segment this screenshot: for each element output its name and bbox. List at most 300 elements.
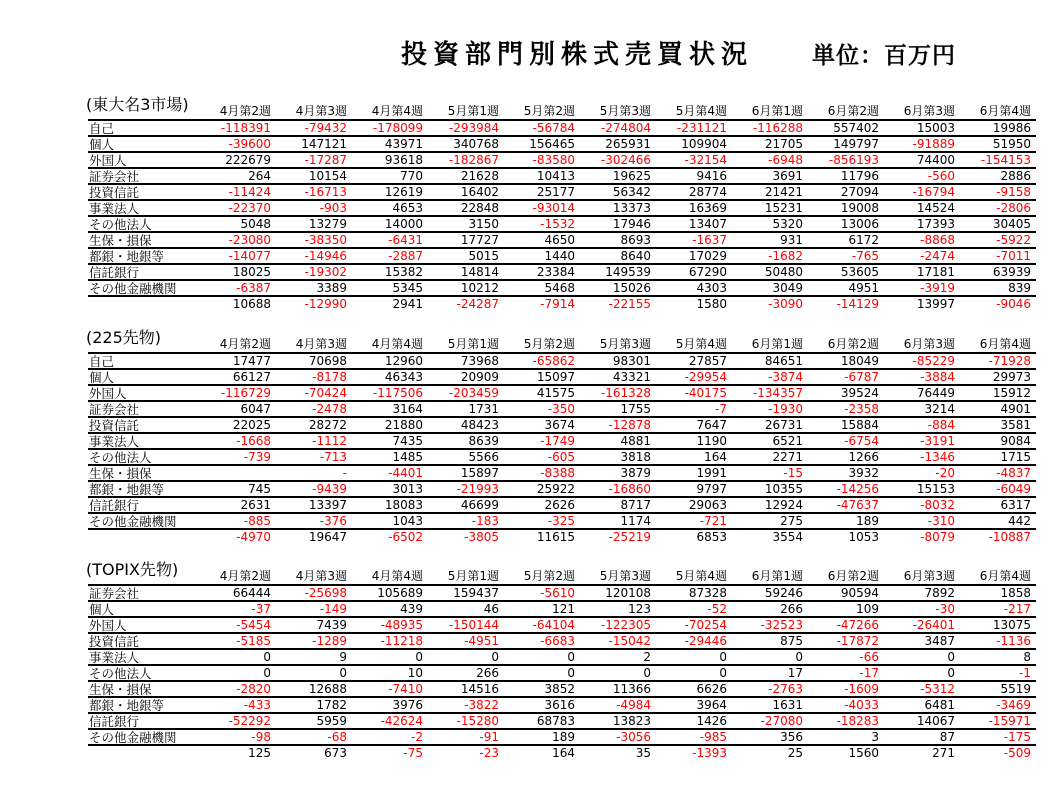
value-cell: -25219 (608, 529, 651, 544)
value-cell: -20 (935, 465, 955, 480)
value-cell: 1580 (696, 296, 727, 311)
value-cell: -15042 (608, 633, 651, 648)
value-cell: 4303 (696, 280, 727, 295)
value-cell: -274804 (600, 120, 651, 135)
value-cell: -350 (547, 401, 575, 416)
value-cell: -15 (783, 465, 803, 480)
value-cell: -3056 (616, 729, 651, 744)
value-cell: 10355 (764, 481, 803, 496)
value-cell: 0 (947, 665, 955, 680)
value-cell: 10413 (536, 168, 575, 183)
page-title: 投資部門別株式売買状況 (401, 40, 754, 70)
value-cell: -903 (319, 200, 347, 215)
value-cell: 931 (780, 232, 803, 247)
value-cell: 1190 (696, 433, 727, 448)
value-cell: 6047 (240, 401, 271, 416)
week-header: 5月第2週 (523, 336, 575, 351)
value-cell: 3976 (392, 697, 423, 712)
table-row (88, 465, 1036, 481)
value-cell: 3389 (316, 280, 347, 295)
value-cell: 1631 (772, 697, 803, 712)
value-cell: 30405 (992, 216, 1031, 231)
value-cell: -71928 (988, 353, 1031, 368)
row-label: その他金融機関 (89, 729, 177, 745)
value-cell: -98 (251, 729, 271, 744)
row-label: 証券会社 (89, 585, 140, 601)
value-cell: -42624 (380, 713, 423, 728)
table-row (88, 481, 1036, 497)
value-cell: 3691 (772, 168, 803, 183)
value-cell: -3874 (768, 369, 803, 384)
value-cell: -9158 (996, 184, 1031, 199)
value-cell: 11366 (612, 681, 651, 696)
value-cell: -7410 (388, 681, 423, 696)
value-cell: -231121 (676, 120, 727, 135)
table-row (88, 665, 1036, 681)
value-cell: -14129 (836, 296, 879, 311)
value-cell: 6521 (772, 433, 803, 448)
value-cell: 17 (787, 665, 803, 680)
value-cell: 0 (567, 649, 575, 664)
value-cell: -10887 (988, 529, 1031, 544)
value-cell: -161328 (600, 385, 651, 400)
value-cell: 222679 (225, 152, 271, 167)
value-cell: 15231 (764, 200, 803, 215)
value-cell: 13006 (840, 216, 879, 231)
trading-table-topix-futures (88, 568, 1036, 760)
value-cell: 46343 (384, 369, 423, 384)
value-cell: 0 (263, 665, 271, 680)
value-cell: -302466 (600, 152, 651, 167)
value-cell: 39524 (840, 385, 879, 400)
table-row (88, 353, 1036, 369)
value-cell: 356 (780, 729, 803, 744)
value-cell: -1637 (692, 232, 727, 247)
value-cell: -5312 (920, 681, 955, 696)
value-cell: 0 (643, 665, 651, 680)
value-cell: -15971 (988, 713, 1031, 728)
value-cell: 164 (552, 745, 575, 760)
value-cell: 3013 (392, 481, 423, 496)
value-cell: -2806 (996, 200, 1031, 215)
week-header: 4月第2週 (219, 568, 271, 583)
value-cell: 2626 (544, 497, 575, 512)
week-header: 5月第1週 (447, 103, 499, 118)
value-cell: 3487 (924, 633, 955, 648)
value-cell: -26401 (912, 617, 955, 632)
value-cell: 87 (939, 729, 955, 744)
value-cell: -1112 (312, 433, 347, 448)
value-cell: 5015 (468, 248, 499, 263)
value-cell: 15153 (916, 481, 955, 496)
table-section-tokyo-osaka-nagoya (86, 95, 1036, 311)
row-label: 投資信託 (89, 633, 140, 649)
value-cell: 26731 (764, 417, 803, 432)
week-header: 5月第1週 (447, 568, 499, 583)
value-cell: 8 (1023, 649, 1031, 664)
week-header: 4月第4週 (371, 103, 423, 118)
value-cell: 4901 (1000, 401, 1031, 416)
value-cell: 3932 (848, 465, 879, 480)
value-cell: -765 (851, 248, 879, 263)
value-cell: 25922 (536, 481, 575, 496)
value-cell: -1749 (540, 433, 575, 448)
value-cell: -27080 (760, 713, 803, 728)
value-cell: 3164 (392, 401, 423, 416)
header-row (88, 336, 1036, 353)
value-cell: -21993 (456, 481, 499, 496)
value-cell: 17393 (916, 216, 955, 231)
value-cell: 265931 (605, 136, 651, 151)
value-cell: -122305 (600, 617, 651, 632)
value-cell: 8693 (620, 232, 651, 247)
value-cell: -3919 (920, 280, 955, 295)
value-cell: 673 (324, 745, 347, 760)
value-cell: 5345 (392, 280, 423, 295)
value-cell: -6502 (388, 529, 423, 544)
value-cell: 1266 (848, 449, 879, 464)
week-header: 4月第2週 (219, 103, 271, 118)
value-cell: 1715 (1000, 449, 1031, 464)
value-cell: 3150 (468, 216, 499, 231)
value-cell: 3616 (544, 697, 575, 712)
value-cell: 745 (248, 481, 271, 496)
row-label: 信託銀行 (89, 497, 140, 513)
table-row (88, 184, 1036, 200)
week-header: 6月第3週 (903, 103, 955, 118)
value-cell: 15382 (384, 264, 423, 279)
value-cell: 5320 (772, 216, 803, 231)
value-cell: 13279 (308, 216, 347, 231)
value-cell: 3818 (620, 449, 651, 464)
value-cell: 41575 (536, 385, 575, 400)
value-cell: -3884 (920, 369, 955, 384)
value-cell: -64104 (532, 617, 575, 632)
value-cell: -1682 (768, 248, 803, 263)
value-cell: -3469 (996, 697, 1031, 712)
row-label: 証券会社 (89, 401, 140, 417)
row-label: 信託銀行 (89, 713, 140, 729)
value-cell: 19986 (992, 120, 1031, 135)
value-cell: 2886 (1000, 168, 1031, 183)
value-cell: -29446 (684, 633, 727, 648)
week-header: 5月第3週 (599, 336, 651, 351)
value-cell: -29954 (684, 369, 727, 384)
value-cell: 73968 (460, 353, 499, 368)
value-cell: -32154 (684, 152, 727, 167)
value-cell: -175 (1003, 729, 1031, 744)
value-cell: 17946 (612, 216, 651, 231)
row-label: 生保・損保 (89, 232, 152, 248)
value-cell: 0 (415, 649, 423, 664)
value-cell: 90594 (840, 585, 879, 600)
value-cell: 1782 (316, 697, 347, 712)
value-cell: -3805 (464, 529, 499, 544)
value-cell: 93618 (384, 152, 423, 167)
week-header: 6月第2週 (827, 103, 879, 118)
row-label: 投資信託 (89, 184, 140, 200)
value-cell: 6317 (1000, 497, 1031, 512)
value-cell: 18049 (840, 353, 879, 368)
value-cell: 1560 (848, 745, 879, 760)
value-cell: -2 (411, 729, 423, 744)
value-cell: 50480 (764, 264, 803, 279)
value-cell: 147121 (301, 136, 347, 151)
value-cell: -5454 (236, 617, 271, 632)
value-cell: 770 (400, 168, 423, 183)
value-cell: 7439 (316, 617, 347, 632)
value-cell: -310 (927, 513, 955, 528)
value-cell: -1930 (768, 401, 803, 416)
value-cell: 28272 (308, 417, 347, 432)
value-cell: 105689 (377, 585, 423, 600)
value-cell: 12619 (384, 184, 423, 199)
value-cell: 4653 (392, 200, 423, 215)
value-cell: 35 (635, 745, 651, 760)
value-cell: -293984 (448, 120, 499, 135)
row-label: 外国人 (89, 385, 127, 401)
value-cell: -154153 (980, 152, 1031, 167)
value-cell: 17181 (916, 264, 955, 279)
value-cell: 271 (932, 745, 955, 760)
value-cell: -1136 (996, 633, 1031, 648)
value-cell: 20909 (460, 369, 499, 384)
value-cell: 10154 (308, 168, 347, 183)
value-cell: 5519 (1000, 681, 1031, 696)
value-cell: 74400 (916, 152, 955, 167)
table-row (88, 585, 1036, 601)
value-cell: -2474 (920, 248, 955, 263)
value-cell: 0 (719, 665, 727, 680)
value-cell: 21628 (460, 168, 499, 183)
table-row (88, 633, 1036, 649)
value-cell: 67290 (688, 264, 727, 279)
value-cell: -11424 (228, 184, 271, 199)
value-cell: 442 (1008, 513, 1031, 528)
value-cell: 14067 (916, 713, 955, 728)
value-cell: -433 (243, 697, 271, 712)
unit-label: 単位：百万円 (812, 43, 956, 69)
value-cell: 3852 (544, 681, 575, 696)
value-cell: 6853 (696, 529, 727, 544)
row-label: 信託銀行 (89, 264, 140, 280)
value-cell: -885 (243, 513, 271, 528)
value-cell: -17 (859, 665, 879, 680)
value-cell: 10688 (232, 296, 271, 311)
value-cell: -85229 (912, 353, 955, 368)
value-cell: 1426 (696, 713, 727, 728)
row-label: 事業法人 (89, 433, 140, 449)
value-cell: 13075 (992, 617, 1031, 632)
value-cell: 15884 (840, 417, 879, 432)
value-cell: 43321 (612, 369, 651, 384)
value-cell: -4837 (996, 465, 1031, 480)
value-cell: 109 (856, 601, 879, 616)
value-cell: 56342 (612, 184, 651, 199)
table-row (88, 369, 1036, 385)
table-row (88, 729, 1036, 745)
week-header: 5月第1週 (447, 336, 499, 351)
row-label: 外国人 (89, 617, 127, 633)
value-cell: 27094 (840, 184, 879, 199)
value-cell: -16794 (912, 184, 955, 199)
table-row (88, 417, 1036, 433)
value-cell: 13397 (308, 497, 347, 512)
week-header: 5月第4週 (675, 568, 727, 583)
table-row (88, 200, 1036, 216)
table-section-topix-futures (86, 560, 1036, 760)
value-cell: 266 (476, 665, 499, 680)
value-cell: 7435 (392, 433, 423, 448)
value-cell: 17727 (460, 232, 499, 247)
table-row (88, 385, 1036, 401)
value-cell: -6787 (844, 369, 879, 384)
value-cell: -66 (859, 649, 879, 664)
value-cell: 29973 (992, 369, 1031, 384)
value-cell: 22025 (232, 417, 271, 432)
row-label: 都銀・地銀等 (89, 697, 165, 713)
value-cell: -17287 (304, 152, 347, 167)
value-cell: 53605 (840, 264, 879, 279)
value-cell: 63939 (992, 264, 1031, 279)
value-cell: 1485 (392, 449, 423, 464)
week-header: 4月第4週 (371, 336, 423, 351)
week-header: 6月第4週 (979, 336, 1031, 351)
value-cell: -2358 (844, 401, 879, 416)
value-cell: 17477 (232, 353, 271, 368)
value-cell: 3 (871, 729, 879, 744)
trading-table-225-futures (88, 336, 1036, 544)
value-cell: 275 (780, 513, 803, 528)
value-cell: 1043 (392, 513, 423, 528)
total-row (88, 296, 1036, 311)
value-cell: -4401 (388, 465, 423, 480)
value-cell: -93014 (532, 200, 575, 215)
value-cell: 5566 (468, 449, 499, 464)
week-header: 5月第3週 (599, 568, 651, 583)
value-cell: -7011 (996, 248, 1031, 263)
row-label: 都銀・地銀等 (89, 248, 165, 264)
value-cell: 1440 (544, 248, 575, 263)
value-cell: -79432 (304, 120, 347, 135)
table-row (88, 248, 1036, 264)
value-cell: 21421 (764, 184, 803, 199)
value-cell: 0 (339, 665, 347, 680)
table-row (88, 497, 1036, 513)
value-cell: 13407 (688, 216, 727, 231)
week-header: 6月第3週 (903, 336, 955, 351)
value-cell: 76449 (916, 385, 955, 400)
value-cell: -4033 (844, 697, 879, 712)
value-cell: 149539 (605, 264, 651, 279)
value-cell: -16713 (304, 184, 347, 199)
value-cell: -509 (1003, 745, 1031, 760)
value-cell: 21880 (384, 417, 423, 432)
value-cell: 6626 (696, 681, 727, 696)
value-cell: -856193 (828, 152, 879, 167)
value-cell: -68 (327, 729, 347, 744)
value-cell: 340768 (453, 136, 499, 151)
value-cell: -1532 (540, 216, 575, 231)
value-cell: 25177 (536, 184, 575, 199)
value-cell: 21705 (764, 136, 803, 151)
table-row (88, 713, 1036, 729)
value-cell: 149797 (833, 136, 879, 151)
value-cell: -19302 (304, 264, 347, 279)
value-cell: -52292 (228, 713, 271, 728)
value-cell: -182867 (448, 152, 499, 167)
value-cell: 66444 (232, 585, 271, 600)
value-cell: 13823 (612, 713, 651, 728)
value-cell: 5959 (316, 713, 347, 728)
value-cell: -9439 (312, 481, 347, 496)
value-cell: 16402 (460, 184, 499, 199)
value-cell: 3581 (1000, 417, 1031, 432)
value-cell: 13997 (916, 296, 955, 311)
value-cell: -48935 (380, 617, 423, 632)
value-cell: -8032 (920, 497, 955, 512)
value-cell: 4881 (620, 433, 651, 448)
value-cell: -14256 (836, 481, 879, 496)
value-cell: -150144 (448, 617, 499, 632)
value-cell: -8388 (540, 465, 575, 480)
value-cell: 6172 (848, 232, 879, 247)
value-cell: 7647 (696, 417, 727, 432)
value-cell: 12924 (764, 497, 803, 512)
value-cell: -2763 (768, 681, 803, 696)
value-cell: 25 (787, 745, 803, 760)
value-cell: 1731 (468, 401, 499, 416)
value-cell: -25698 (304, 585, 347, 600)
row-label: 個人 (89, 601, 115, 617)
value-cell: 8717 (620, 497, 651, 512)
value-cell: 9416 (696, 168, 727, 183)
week-header: 6月第1週 (751, 568, 803, 583)
value-cell: 1174 (620, 513, 651, 528)
value-cell: -6683 (540, 633, 575, 648)
value-cell: -91 (479, 729, 499, 744)
value-cell: 19647 (308, 529, 347, 544)
table-row (88, 449, 1036, 465)
value-cell: 0 (795, 649, 803, 664)
table-row (88, 681, 1036, 697)
value-cell: 3674 (544, 417, 575, 432)
value-cell: 8639 (468, 433, 499, 448)
value-cell: 189 (552, 729, 575, 744)
value-cell: -325 (547, 513, 575, 528)
value-cell: 51950 (992, 136, 1031, 151)
value-cell: -217 (1003, 601, 1031, 616)
value-cell: -12878 (608, 417, 651, 432)
value-cell: -3090 (768, 296, 803, 311)
value-cell: 123 (628, 601, 651, 616)
week-header: 6月第1週 (751, 336, 803, 351)
row-label: 事業法人 (89, 649, 140, 665)
value-cell: 23384 (536, 264, 575, 279)
value-cell: 14516 (460, 681, 499, 696)
value-cell: - (342, 465, 347, 480)
row-label: 自己 (89, 120, 115, 136)
value-cell: 84651 (764, 353, 803, 368)
value-cell: 4650 (544, 232, 575, 247)
table-row (88, 264, 1036, 280)
value-cell: -605 (547, 449, 575, 464)
value-cell: 164 (704, 449, 727, 464)
value-cell: -1 (1019, 665, 1031, 680)
value-cell: -83580 (532, 152, 575, 167)
value-cell: -8868 (920, 232, 955, 247)
row-label: その他法人 (89, 216, 152, 232)
